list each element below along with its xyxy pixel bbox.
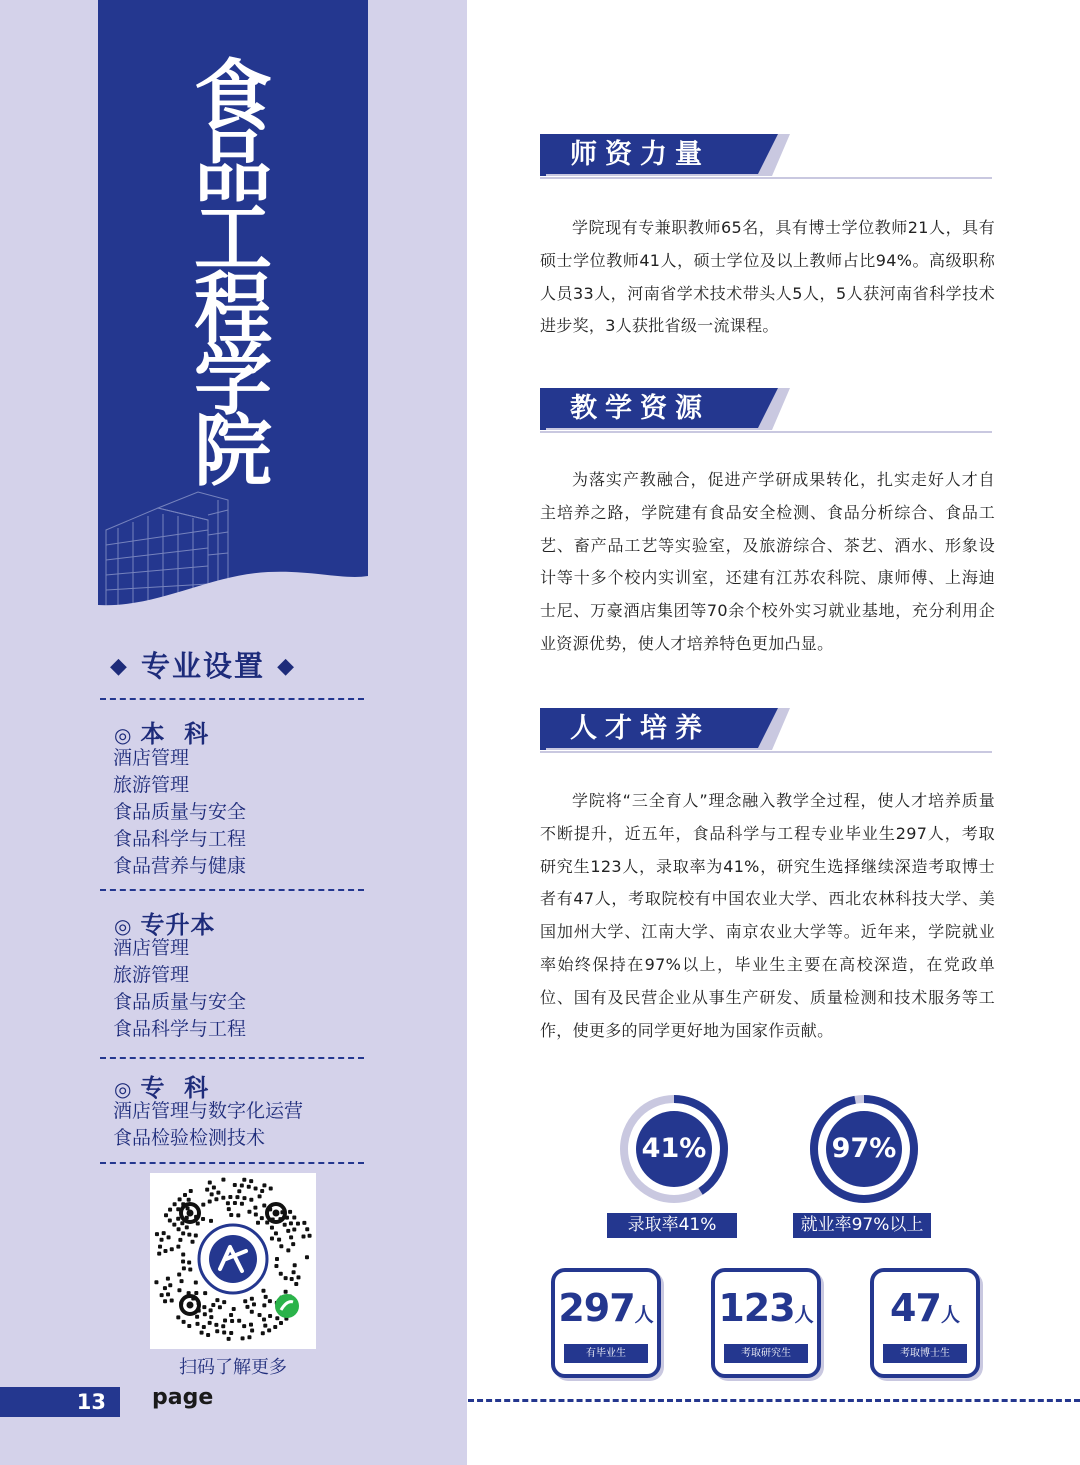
employment-rate-ring bbox=[809, 1094, 919, 1204]
college-name-vertical bbox=[98, 52, 368, 497]
section-header-talent-cultivation bbox=[540, 708, 995, 756]
ring-value: 41% bbox=[641, 1133, 707, 1164]
college-title-banner bbox=[98, 0, 368, 610]
stat-label: 考取博士生 bbox=[883, 1344, 967, 1363]
stat-label: 考取研究生 bbox=[724, 1344, 808, 1363]
stat-number: 123 bbox=[718, 1286, 795, 1330]
stat-card-graduates bbox=[551, 1268, 661, 1378]
major-list-undergraduate bbox=[113, 745, 246, 880]
college-name-char: 程 bbox=[193, 265, 272, 355]
category-title-text: 本 科 bbox=[140, 720, 210, 748]
left-sidebar-panel bbox=[0, 0, 467, 1465]
major-item: 酒店管理 bbox=[113, 937, 190, 959]
major-item: 食品质量与安全 bbox=[113, 991, 247, 1013]
major-item: 食品营养与健康 bbox=[113, 855, 247, 877]
divider bbox=[100, 1057, 364, 1059]
stat-unit: 人 bbox=[634, 1304, 654, 1326]
mini-program-qr-code[interactable] bbox=[150, 1173, 316, 1349]
stat-number: 297 bbox=[558, 1286, 635, 1330]
divider bbox=[100, 698, 364, 700]
section-header-faculty bbox=[540, 134, 995, 182]
major-list-junior-college bbox=[113, 1098, 303, 1152]
college-name-char: 食 bbox=[193, 52, 272, 142]
bottom-divider bbox=[468, 1399, 1080, 1402]
major-item: 食品科学与工程 bbox=[113, 1018, 247, 1040]
section-header-underline bbox=[540, 431, 992, 433]
major-item: 旅游管理 bbox=[113, 964, 190, 986]
section-title: 教学资源 bbox=[570, 393, 710, 424]
diamond-icon: ◆ bbox=[110, 654, 129, 679]
admission-rate-tag: 录取率41% bbox=[607, 1213, 737, 1238]
college-name-char: 学 bbox=[193, 336, 272, 426]
circle-bullet-icon: ◎ bbox=[114, 1077, 133, 1101]
college-name-char: 品 bbox=[193, 123, 272, 213]
majors-heading-text: 专业设置 bbox=[141, 649, 266, 683]
section-title: 师资力量 bbox=[570, 139, 710, 170]
section-header-teaching-resources bbox=[540, 388, 995, 436]
major-item: 食品质量与安全 bbox=[113, 801, 247, 823]
section-body-talent-cultivation: 学院将“三全育人”理念融入教学全过程，使人才培养质量不断提升，近五年，食品科学与工程专业毕业生297人，考取研究生123人，录取率为41%，研究生选择继续深造考取博士者有47人，考取院校有中国农业大学、西北农林科技大学、美国加州大学、江南大学、南京农业大学等。近年来，学院就业率始终保持在97%以上，毕业生主要在高校深造，在党政单位、国有及民营企业从事生产研发、质量检测和技术服务等工作，使更多的同学更好地为国家作贡献。 bbox=[540, 791, 995, 1040]
category-title-undergraduate bbox=[114, 714, 209, 749]
diamond-icon: ◆ bbox=[277, 654, 297, 679]
major-item: 旅游管理 bbox=[113, 774, 190, 796]
admission-rate-ring bbox=[619, 1094, 729, 1204]
ring-value: 97% bbox=[831, 1133, 897, 1164]
section-body-faculty: 学院现有专兼职教师65名，具有博士学位教师21人，具有硕士学位教师41人，硕士学位及以上教师占比94%。高级职称人员33人，河南省学术技术带头人5人，5人获河南省科学技术进步奖，3人获批省级一流课程。 bbox=[540, 218, 995, 336]
page-label: page bbox=[152, 1385, 214, 1410]
major-item: 食品检验检测技术 bbox=[113, 1127, 266, 1149]
major-item: 食品科学与工程 bbox=[113, 828, 247, 850]
stat-value bbox=[555, 1286, 657, 1330]
divider bbox=[100, 1162, 364, 1164]
major-item: 酒店管理与数字化运营 bbox=[113, 1100, 304, 1122]
page-number: 13 bbox=[76, 1390, 106, 1414]
stat-value bbox=[715, 1286, 817, 1330]
category-title-text: 专 科 bbox=[140, 1074, 210, 1102]
category-title-text: 专升本 bbox=[140, 911, 216, 939]
banner-wave-edge bbox=[98, 550, 368, 610]
major-list-upgrade bbox=[113, 935, 246, 1043]
circle-bullet-icon: ◎ bbox=[114, 914, 133, 938]
stat-card-postgraduates bbox=[711, 1268, 821, 1378]
college-name-char: 工 bbox=[193, 194, 272, 284]
divider bbox=[100, 889, 364, 891]
major-item: 酒店管理 bbox=[113, 747, 190, 769]
employment-rate-tag: 就业率97%以上 bbox=[793, 1213, 931, 1238]
majors-heading bbox=[110, 644, 360, 685]
stat-card-doctorates bbox=[870, 1268, 980, 1378]
stat-unit: 人 bbox=[794, 1304, 814, 1326]
section-title: 人才培养 bbox=[570, 713, 710, 744]
college-name-char: 院 bbox=[193, 407, 272, 497]
stat-label: 有毕业生 bbox=[564, 1344, 648, 1363]
stat-value bbox=[874, 1286, 976, 1330]
stat-number: 47 bbox=[890, 1286, 941, 1330]
section-header-underline bbox=[540, 751, 992, 753]
qr-code-graphic bbox=[150, 1173, 316, 1349]
section-header-underline bbox=[540, 177, 992, 179]
circle-bullet-icon: ◎ bbox=[114, 723, 133, 747]
qr-caption: 扫码了解更多 bbox=[179, 1357, 287, 1378]
stat-unit: 人 bbox=[940, 1304, 960, 1326]
section-body-teaching-resources: 为落实产教融合，促进产学研成果转化，扎实走好人才自主培养之路，学院建有食品安全检测、食品分析综合、食品工艺、畜产品工艺等实验室，及旅游综合、茶艺、酒水、形象设计等十多个校内实训室，还建有江苏农科院、康师傅、上海迪士尼、万豪酒店集团等70余个校外实习就业基地，充分利用企业资源优势，使人才培养特色更加凸显。 bbox=[540, 470, 995, 653]
